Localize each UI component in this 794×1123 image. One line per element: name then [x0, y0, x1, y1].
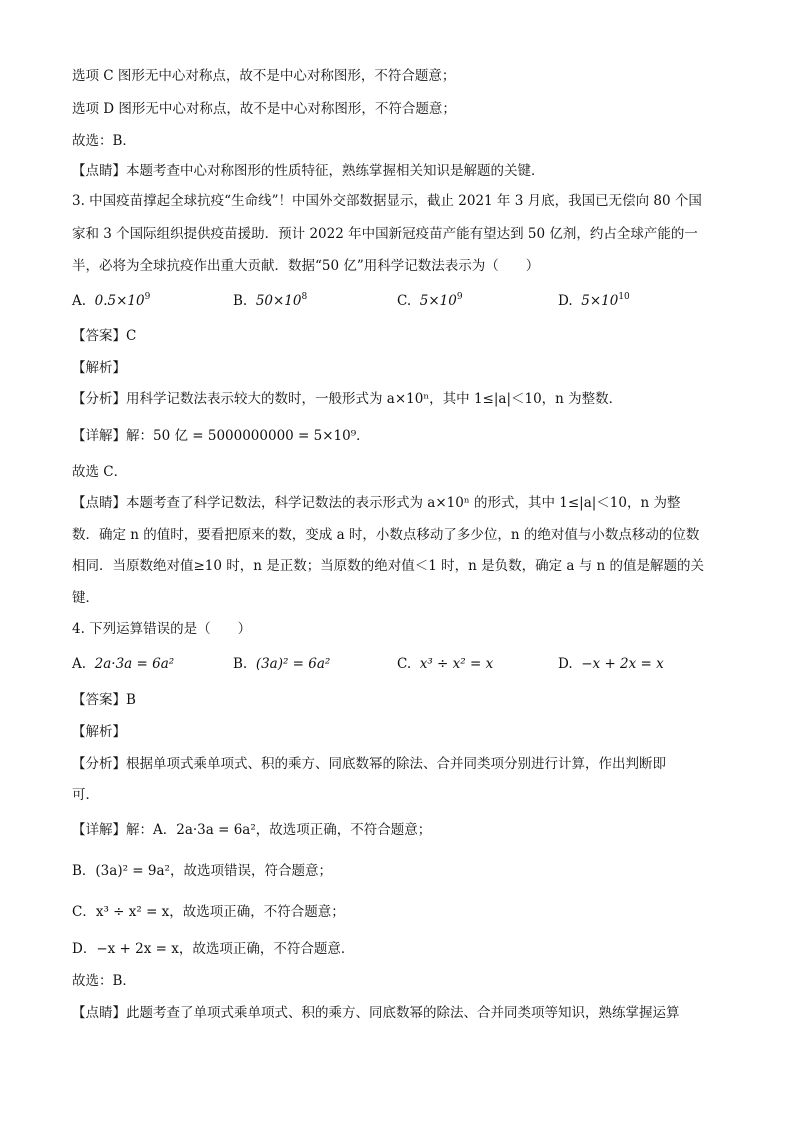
text-line: 选项 D 图形无中心对称点，故不是中心对称图形，不符合题意；	[72, 101, 456, 117]
option-c	[397, 655, 493, 673]
choice-text: 故选 C．	[72, 464, 128, 480]
comment-line: 键．	[72, 590, 99, 606]
option-exponent: 8	[301, 292, 308, 302]
solution-text: D．−x + 2x = x，故选项正确，不符合题意．	[72, 941, 355, 957]
option-expr: (3a)² = 6a²	[255, 656, 331, 672]
comment-line: 【点睛】本题考查了科学记数法，科学记数法的表示形式为 a×10ⁿ 的形式，其中 1≤|a|＜10，n 为整	[72, 495, 681, 511]
option-b	[233, 292, 307, 310]
option-label: A.	[72, 293, 87, 309]
analysis-heading: 【解析】	[72, 360, 126, 376]
comment-line: 数．确定 n 的值时，要看把原来的数，变成 a 时，小数点移动了多少位，n 的绝对值与小数点移动的位数	[72, 527, 700, 543]
option-c	[397, 292, 463, 310]
option-expr: −x + 2x = x	[581, 656, 664, 672]
option-a	[72, 655, 174, 673]
answer: 【答案】B	[72, 692, 136, 708]
option-exponent: 10	[618, 292, 630, 302]
text-line: 半，必将为全球抗疫作出重大贡献．数据“50 亿”用科学记数法表示为（ ）	[72, 258, 540, 274]
solution-text: 【详解】解：A．2a·3a = 6a²，故选项正确，不符合题意；	[72, 822, 432, 838]
option-expr: x³ ÷ x² = x	[419, 656, 494, 672]
analysis-text: 可．	[72, 787, 99, 803]
option-b	[233, 655, 330, 673]
option-expr: 2a·3a = 6a²	[94, 656, 175, 672]
solution-text: C．x³ ÷ x² = x，故选项正确，不符合题意；	[72, 904, 345, 920]
solution-text: 【详解】解：50 亿 = 5000000000 = 5×10⁹．	[72, 428, 370, 444]
text-line: 选项 C 图形无中心对称点，故不是中心对称图形，不符合题意；	[72, 68, 456, 84]
text-line: 【点睛】本题考查中心对称图形的性质特征，熟练掌握相关知识是解题的关键．	[72, 163, 545, 179]
option-expr: 5×10	[581, 293, 619, 309]
question-4-title: 4. 下列运算错误的是（ ）	[72, 621, 252, 637]
option-label: C.	[397, 293, 412, 309]
option-d	[558, 292, 630, 310]
comment-line: 相同．当原数绝对值≥10 时，n 是正数；当原数的绝对值＜1 时，n 是负数，确定 a 与 n 的值是解题的关	[72, 558, 705, 574]
option-expr: 0.5×10	[94, 293, 145, 309]
answer: 【答案】C	[72, 328, 137, 344]
solution-text: B．(3a)² = 9a²，故选项错误，符合题意；	[72, 863, 332, 879]
option-exponent: 9	[144, 292, 151, 302]
analysis-heading: 【解析】	[72, 724, 126, 740]
text-line: 家和 3 个国际组织提供疫苗援助．预计 2022 年中国新冠疫苗产能有望达到 50 亿剂，约占全球产能的一	[72, 226, 698, 242]
choice-text: 故选：B．	[72, 973, 136, 989]
option-label: A.	[72, 656, 87, 672]
option-expr: 50×10	[255, 293, 302, 309]
option-label: D.	[558, 293, 573, 309]
comment-line: 【点睛】此题考查了单项式乘单项式、积的乘方、同底数幂的除法、合并同类项等知识，熟练掌握运算	[72, 1005, 680, 1021]
option-label: D.	[558, 656, 573, 672]
option-a	[72, 292, 150, 310]
question-3-title: 3. 中国疫苗撑起全球抗疫“生命线”！中国外交部数据显示，截止 2021 年 3 月底，我国已无偿向 80 个国	[72, 193, 702, 209]
analysis-text: 【分析】根据单项式乘单项式、积的乘方、同底数幂的除法、合并同类项分别进行计算，作出判断即	[72, 756, 666, 772]
option-label: C.	[397, 656, 412, 672]
option-expr: 5×10	[419, 293, 457, 309]
option-label: B.	[233, 656, 248, 672]
option-d	[558, 655, 664, 673]
option-exponent: 9	[456, 292, 463, 302]
option-label: B.	[233, 293, 248, 309]
text-line: 故选：B．	[72, 133, 136, 149]
analysis-text: 【分析】用科学记数法表示较大的数时，一般形式为 a×10ⁿ，其中 1≤|a|＜10，n 为整数．	[72, 391, 623, 407]
